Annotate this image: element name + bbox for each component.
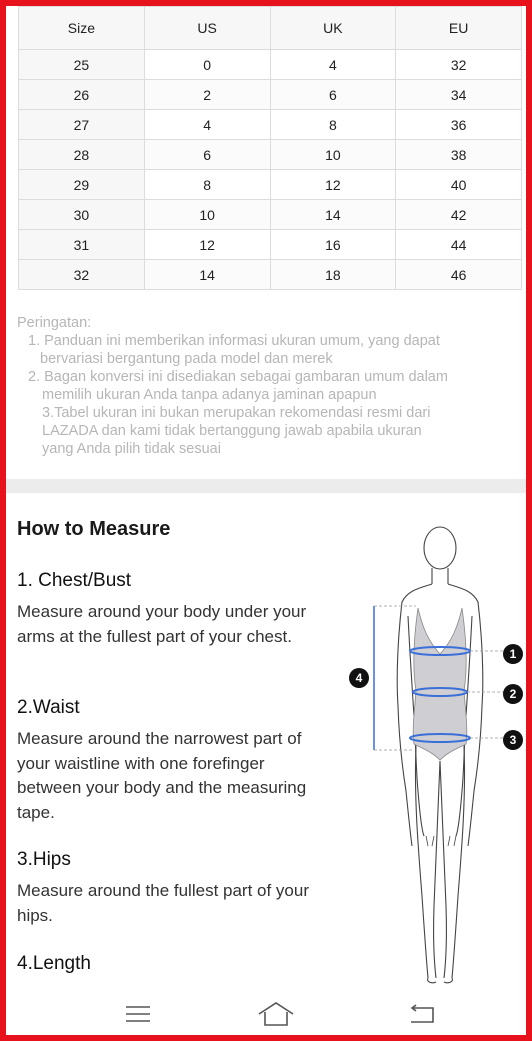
measure-item-hips <box>17 849 317 928</box>
cell-us: 10 <box>144 200 270 230</box>
cell-uk: 18 <box>270 260 396 290</box>
cell-eu: 40 <box>396 170 522 200</box>
measure-item-title: 4.Length <box>17 953 91 974</box>
notes-line: yang Anda pilih tidak sesuai <box>42 441 221 457</box>
header-uk: UK <box>270 7 396 50</box>
measure-item-text: Measure around your body under your arms at the fullest part of your chest. <box>17 602 307 646</box>
body-measure-figure <box>336 516 526 986</box>
measure-item-title: 1. Chest/Bust <box>17 570 132 591</box>
notes-line: bervariasi bergantung pada model dan merek <box>40 351 333 367</box>
cell-size: 26 <box>19 80 145 110</box>
cell-size: 29 <box>19 170 145 200</box>
notes-line: LAZADA dan kami tidak bertanggung jawab apabila ukuran <box>42 423 422 439</box>
header-eu: EU <box>396 7 522 50</box>
cell-us: 6 <box>144 140 270 170</box>
cell-eu: 42 <box>396 200 522 230</box>
home-icon <box>257 1001 295 1027</box>
body-silhouette <box>336 516 526 986</box>
measure-item-title: 2.Waist <box>17 697 80 718</box>
cell-eu: 44 <box>396 230 522 260</box>
measure-item-length <box>17 953 317 975</box>
measure-item-waist <box>17 697 317 825</box>
measure-item-chest <box>17 570 317 649</box>
notes-line: 3.Tabel ukuran ini bukan merupakan rekomendasi resmi dari <box>42 405 431 421</box>
back-icon <box>407 1004 435 1024</box>
page-frame <box>6 6 526 1035</box>
cell-uk: 8 <box>270 110 396 140</box>
cell-eu: 38 <box>396 140 522 170</box>
section-divider <box>6 479 526 493</box>
cell-eu: 34 <box>396 80 522 110</box>
measure-item-text: Measure around the narrowest part of your waistline with one forefinger between your body and the measuring tape. <box>17 729 307 822</box>
table-row <box>19 230 522 260</box>
table-row <box>19 140 522 170</box>
table-row <box>19 80 522 110</box>
menu-icon <box>125 1004 151 1024</box>
cell-uk: 10 <box>270 140 396 170</box>
cell-us: 4 <box>144 110 270 140</box>
badge-waist: 2 <box>503 684 523 704</box>
cell-size: 32 <box>19 260 145 290</box>
table-row <box>19 50 522 80</box>
cell-size: 31 <box>19 230 145 260</box>
table-header-row <box>19 7 522 50</box>
section-title: How to Measure <box>17 518 171 540</box>
system-nav-bar <box>6 991 526 1035</box>
cell-uk: 6 <box>270 80 396 110</box>
cell-eu: 36 <box>396 110 522 140</box>
table-row <box>19 170 522 200</box>
cell-us: 0 <box>144 50 270 80</box>
measure-item-text: Measure around the fullest part of your hips. <box>17 881 309 925</box>
back-button[interactable] <box>401 999 441 1029</box>
table-row <box>19 260 522 290</box>
cell-uk: 12 <box>270 170 396 200</box>
cell-size: 27 <box>19 110 145 140</box>
cell-us: 12 <box>144 230 270 260</box>
measure-item-title: 3.Hips <box>17 849 71 870</box>
cell-size: 25 <box>19 50 145 80</box>
table-row <box>19 110 522 140</box>
menu-button[interactable] <box>118 999 158 1029</box>
cell-uk: 14 <box>270 200 396 230</box>
cell-us: 2 <box>144 80 270 110</box>
badge-length: 4 <box>349 668 369 688</box>
notes-heading: Peringatan: <box>17 315 92 331</box>
cell-eu: 46 <box>396 260 522 290</box>
cell-uk: 4 <box>270 50 396 80</box>
notes-line: 2. Bagan konversi ini disediakan sebagai gambaran umum dalam <box>28 369 448 385</box>
size-chart-table <box>18 6 522 290</box>
table-row <box>19 200 522 230</box>
header-us: US <box>144 7 270 50</box>
header-size: Size <box>19 7 145 50</box>
warning-notes <box>17 314 517 458</box>
cell-size: 28 <box>19 140 145 170</box>
badge-chest: 1 <box>503 644 523 664</box>
cell-us: 14 <box>144 260 270 290</box>
cell-uk: 16 <box>270 230 396 260</box>
notes-line: memilih ukuran Anda tanpa adanya jaminan apapun <box>42 387 377 403</box>
notes-line: 1. Panduan ini memberikan informasi ukuran umum, yang dapat <box>28 333 440 349</box>
cell-us: 8 <box>144 170 270 200</box>
home-button[interactable] <box>256 999 296 1029</box>
cell-size: 30 <box>19 200 145 230</box>
badge-hips: 3 <box>503 730 523 750</box>
cell-eu: 32 <box>396 50 522 80</box>
